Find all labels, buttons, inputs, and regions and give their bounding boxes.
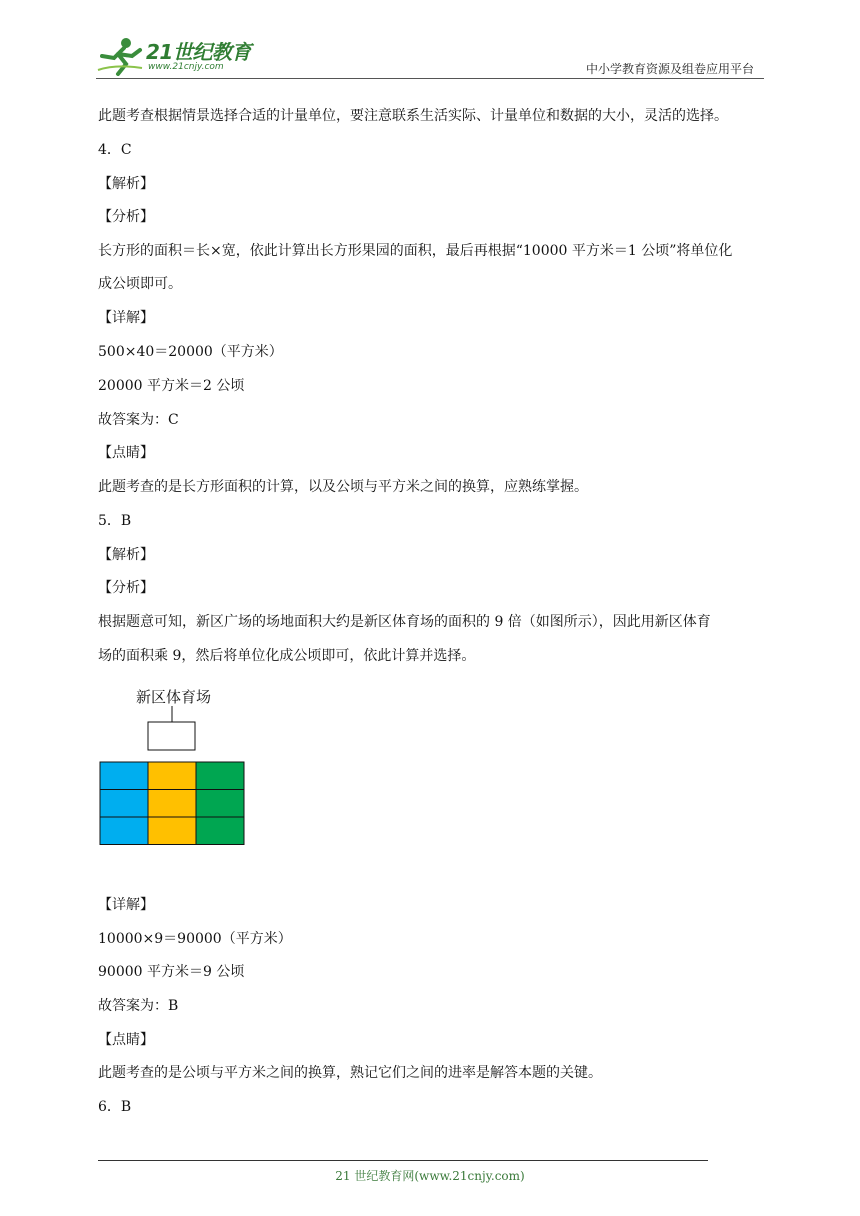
text-line: 此题考查的是长方形面积的计算，以及公顷与平方米之间的换算，应熟练掌握。 [98,479,588,495]
page-header [96,30,764,78]
text-line: 成公顷即可。 [98,276,182,292]
stadium-box [148,722,195,750]
area-diagram [96,680,256,850]
text-line: 故答案为：C [98,412,179,428]
grid-cell [148,762,196,790]
answer-number: 5．B [98,513,132,529]
section-label: 【分析】 [98,209,154,225]
section-label: 【分析】 [98,580,154,596]
grid-cell [196,762,244,790]
diagram-label: 新区体育场 [136,688,212,706]
section-label: 【点睛】 [98,445,154,461]
text-line: 此题考查的是公顷与平方米之间的换算，熟记它们之间的进率是解答本题的关键。 [98,1065,602,1081]
text-line: 此题考查根据情景选择合适的计量单位，要注意联系生活实际、计量单位和数据的大小，灵活的选择。 [98,108,728,124]
answer-number: 6．B [98,1099,132,1115]
answer-number: 4．C [98,142,132,158]
runner-icon [96,36,144,76]
footer-divider [98,1160,708,1161]
section-label: 【点睛】 [98,1032,154,1048]
grid-cell [148,790,196,818]
grid-cell [148,817,196,845]
text-line: 20000 平方米＝2 公顷 [98,378,245,394]
grid-cell [196,790,244,818]
section-label: 【详解】 [98,897,154,913]
text-line: 根据题意可知，新区广场的场地面积大约是新区体育场的面积的 9 倍（如图所示），因此用新区体育 [98,614,711,630]
text-line: 10000×9＝90000（平方米） [98,931,292,947]
text-line: 90000 平方米＝9 公顷 [98,964,245,980]
logo-text: 21世纪教育 [146,40,251,64]
text-line: 场的面积乘 9，然后将单位化成公顷即可，依此计算并选择。 [98,648,476,664]
text-line: 500×40＝20000（平方米） [98,344,283,360]
text-line: 故答案为：B [98,998,179,1014]
section-label: 【解析】 [98,176,154,192]
grid-cell [100,817,148,845]
site-title: 中小学教育资源及组卷应用平台 [585,62,754,76]
section-label: 【详解】 [98,310,154,326]
footer-text: 21 世纪教育网(www.21cnjy.com) [335,1169,525,1183]
grid-cell [100,790,148,818]
text-line: 长方形的面积＝长×宽，依此计算出长方形果园的面积，最后再根据“10000 平方米＝1 公顷”将单位化 [98,243,733,259]
header-divider [96,78,764,79]
area-grid-svg [96,680,256,850]
logo-url: www.21cnjy.com [148,62,224,72]
site-logo [96,36,266,76]
grid-cell [100,762,148,790]
grid-cell [196,817,244,845]
section-label: 【解析】 [98,547,154,563]
